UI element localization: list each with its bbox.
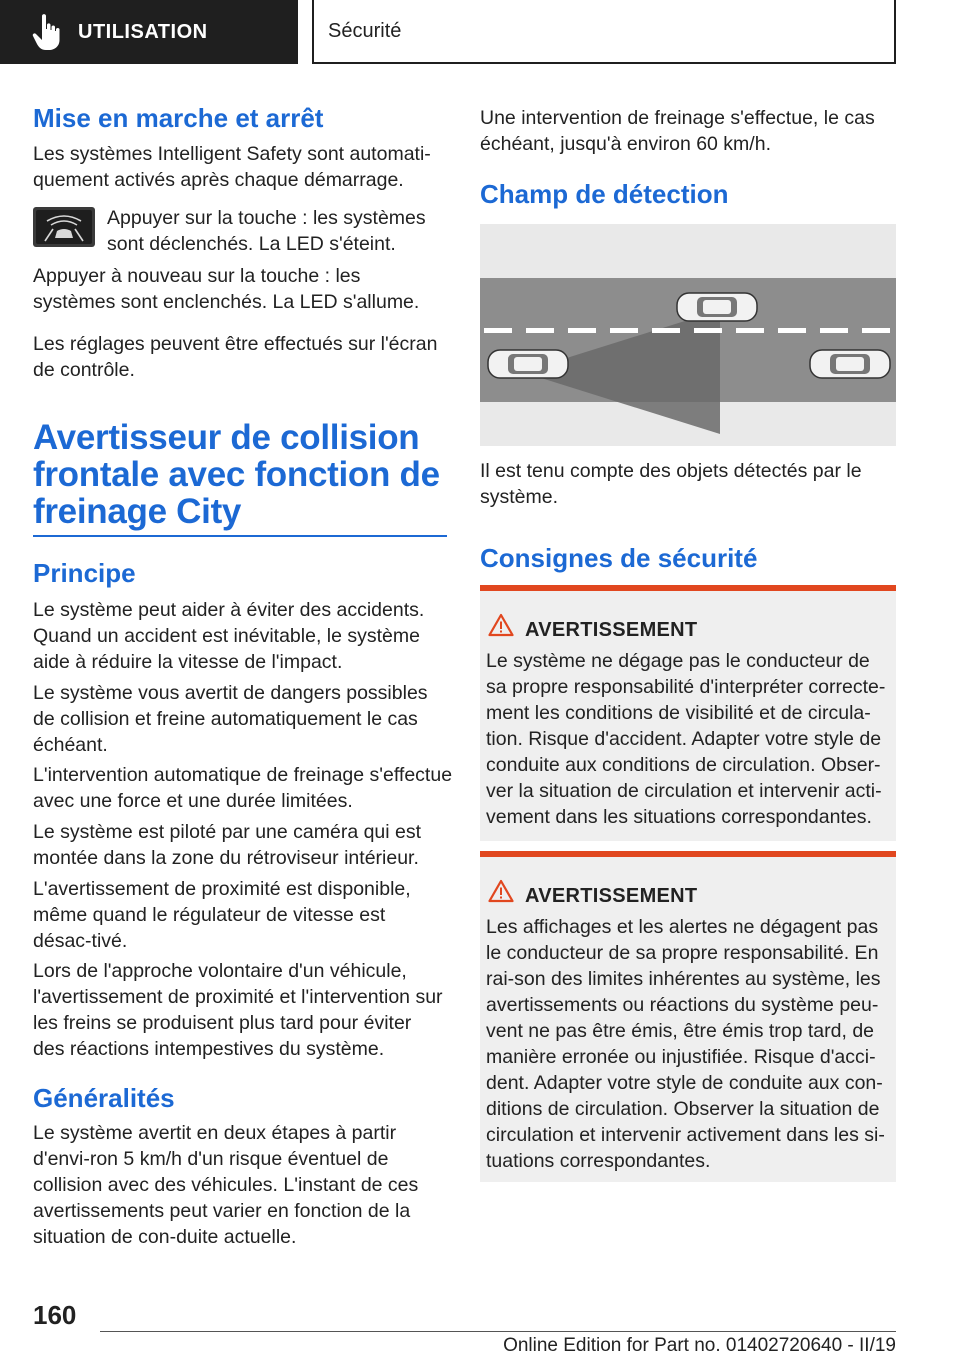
warning-text-1: Le système ne dégage pas le conducteur de sa propre responsabilité d'interpréter correcte‐ment les conditions de visibilité et de circula‐tion. Risque d'accident. Adapter votre style de conduite aux conditions de circulation. Obser‐ver la situation de circulation et intervenir acti‐vement dans les situations correspondantes.: [486, 650, 886, 828]
chapter-title: UTILISATION: [78, 20, 208, 43]
car-ahead-icon: [810, 350, 890, 378]
heading-consignes: Consignes de sécurité: [480, 543, 758, 573]
warning-text-2: Les affichages et les alertes ne dégagent pas le conducteur de sa propre responsabilité. En rai‐son des limites inhérentes au système, les avertissements ou réactions du système peu‐vent ne pas être émis, être émis trop tard, de manière erronée ou injustifiée. Risque d'acci‐dent. Adapter votre style de conduite aux con‐ditions de circulation. Observer la situation de circulation et intervenir activement dans les si‐tuations correspondantes.: [486, 916, 885, 1172]
car-top-icon: [677, 293, 757, 321]
section-tab: [312, 0, 896, 64]
paragraph-reglages: Les réglages peuvent être effectués sur l'écran de contrôle.: [33, 333, 438, 381]
paragraph-principe-6: Lors de l'approche volontaire d'un véhicule, l'avertissement de proximité et l'intervention sur les freins se produisent plus tard pour éviter des réactions intempestives du système.: [33, 960, 443, 1060]
detection-field-diagram: [480, 224, 896, 446]
paragraph-principe-5: L'avertissement de proximité est disponible, même quand le régulateur de vitesse est désac‐tivé.: [33, 878, 411, 952]
paragraph-mise-en-marche: Les systèmes Intelligent Safety sont automati‐quement activés après chaque démarrage.: [33, 143, 431, 191]
heading-mise-en-marche: Mise en marche et arrêt: [33, 103, 324, 133]
warning-title-1: AVERTISSEMENT: [525, 619, 698, 641]
heading-rule: [33, 535, 447, 537]
chapter-tab: [0, 0, 298, 64]
paragraph-generalites: Le système avertit en deux étapes à partir d'envi‐ron 5 km/h d'un risque éventuel de collision avec des véhicules. L'instant de ces avertissements peut varier en fonction de la situation de con‐duite actuelle.: [33, 1122, 419, 1248]
own-car-icon: [488, 350, 568, 378]
warning-title-2: AVERTISSEMENT: [525, 885, 698, 907]
main-heading: Avertisseur de collision frontale avec fonction de freinage City: [33, 418, 440, 531]
paragraph-press-again: Appuyer à nouveau sur la touche : les systèmes sont enclenchés. La LED s'allume.: [33, 265, 420, 313]
warning-triangle-icon: [488, 613, 514, 637]
warning-box-1: [480, 585, 896, 841]
heading-principe: Principe: [33, 558, 136, 588]
warning-box-2: [480, 851, 896, 1182]
section-title: Sécurité: [328, 19, 402, 42]
paragraph-principe-3: L'intervention automatique de freinage s'effectue avec une force et une durée limitées.: [33, 764, 453, 812]
paragraph-press-button: Appuyer sur la touche : les systèmes sont déclenchés. La LED s'éteint.: [107, 207, 426, 255]
hand-pointer-icon: [30, 12, 64, 52]
intelligent-safety-button-icon: [33, 207, 95, 247]
paragraph-principe-1: Le système peut aider à éviter des accidents. Quand un accident est inévitable, le système aide à réduire la vitesse de l'impact.: [33, 599, 425, 673]
paragraph-objets: Il est tenu compte des objets détectés par le système.: [480, 460, 862, 508]
paragraph-principe-4: Le système est piloté par une caméra qui est montée dans la zone du rétroviseur intérieur.: [33, 821, 422, 869]
edition-footer: Online Edition for Part no. 01402720640 - II/19: [503, 1335, 896, 1356]
paragraph-intervention: Une intervention de freinage s'effectue, le cas échéant, jusqu'à environ 60 km/h.: [480, 107, 875, 155]
heading-champ-detection: Champ de détection: [480, 179, 729, 209]
warning-triangle-icon: [488, 879, 514, 903]
heading-generalites: Généralités: [33, 1083, 175, 1113]
page-number: 160: [33, 1300, 77, 1330]
paragraph-principe-2: Le système vous avertit de dangers possibles de collision et freine automatiquement le cas échéant.: [33, 682, 428, 756]
